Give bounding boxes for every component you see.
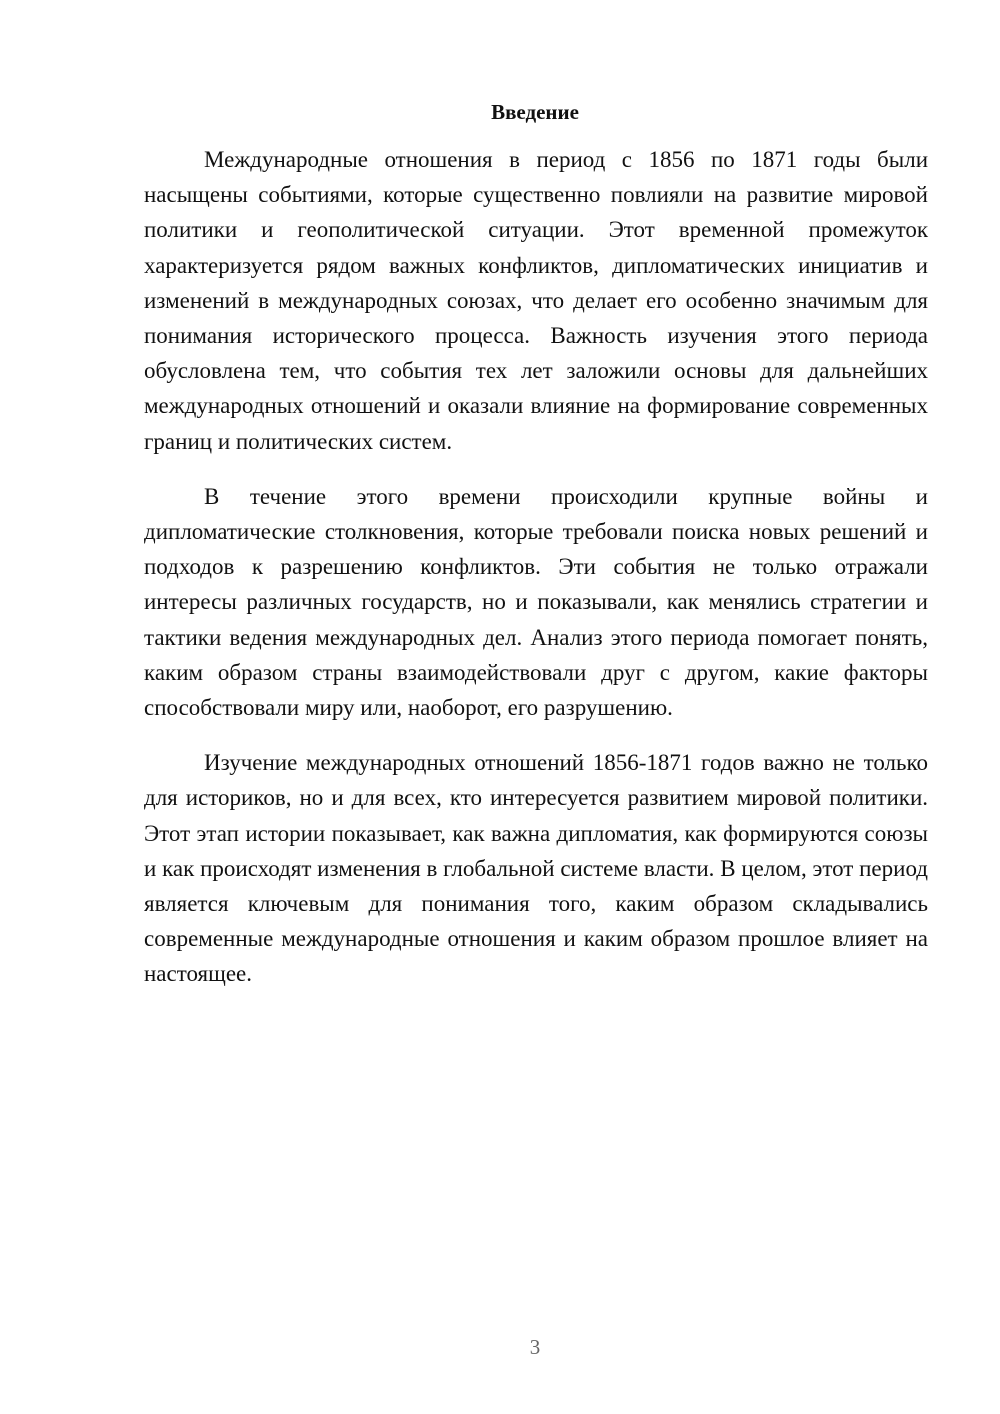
document-body	[144, 142, 928, 1012]
paragraph-3: Изучение международных отношений 1856-1871 годов важно не только для историков, но и для всех, кто интересуется развитием мировой политики. Этот этап истории показывает, как важна дипломатия, как формируются союзы и как происходят изменения в глобальной системе власти. В целом, этот период является ключевым для понимания того, каким образом складывались современные международные отношения и каким образом прошлое влияет на настоящее.	[144, 750, 928, 987]
page-title: Введение	[491, 100, 579, 124]
paragraph-2: В течение этого времени происходили крупные войны и дипломатические столкновения, которые требовали поиска новых решений и подходов к разрешению конфликтов. Эти события не только отражали интересы различных государств, но и показывали, как менялись стратегии и тактики ведения международных дел. Анализ этого периода помогает понять, каким образом страны взаимодействовали друг с другом, какие факторы способствовали миру или, наоборот, его разрушению.	[144, 483, 928, 721]
paragraph-1: Международные отношения в период с 1856 по 1871 годы были насыщены событиями, которые существенно повлияли на развитие мировой политики и геополитической ситуации. Этот временной промежуток характеризуется рядом важных конфликтов, дипломатических инициатив и изменений в международных союзах, что делает его особенно значимым для понимания исторического процесса. Важность изучения этого периода обусловлена тем, что события тех лет заложили основы для дальнейших международных отношений и оказали влияние на формирование современных границ и политических систем.	[144, 147, 928, 454]
page-number: 3	[529, 1335, 541, 1359]
